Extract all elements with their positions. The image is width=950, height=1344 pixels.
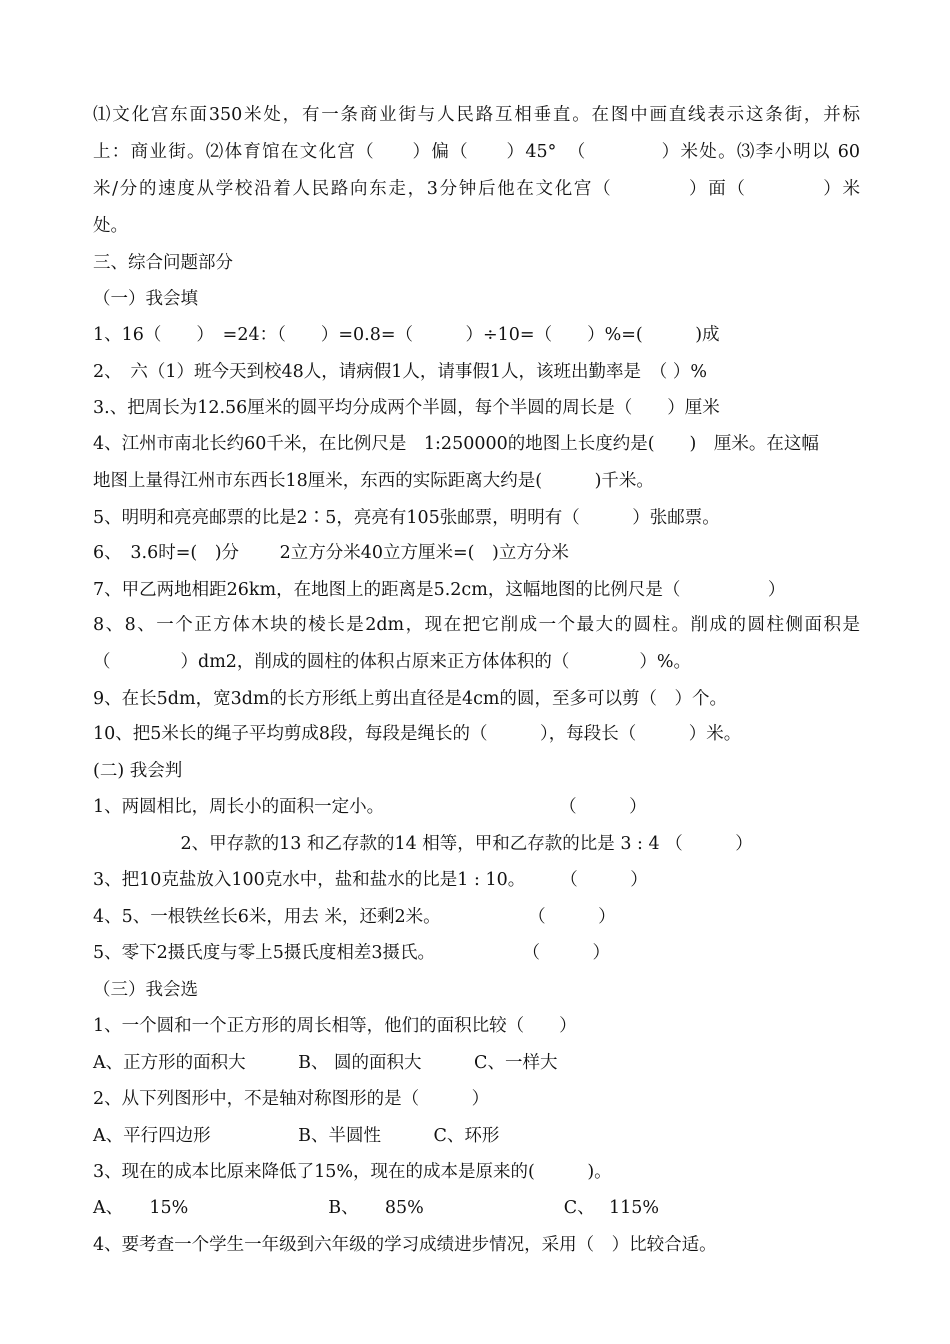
text-line-19: (二) 我会判 (93, 761, 183, 781)
text-line-16: （ ）dm2，削成的圆柱的体积占原来正方体体积的（ ）%。 (93, 652, 692, 672)
text-line-11: 地图上量得江州市东西长18厘米，东西的实际距离大约是( )千米。 (93, 471, 654, 491)
text-line-27: A、正方形的面积大 B、 圆的面积大 C、一样大 (93, 1053, 558, 1073)
text-line-21: 2、甲存款的13 和乙存款的14 相等，甲和乙存款的比是 3 : 4 （ ） (93, 834, 753, 854)
text-line-1: ⑴文化宫东面350米处，有一条商业街与人民路互相垂直。在图中画直线表示这条街，并标 (93, 105, 860, 125)
text-line-30: 3、现在的成本比原来降低了15%，现在的成本是原来的( )。 (93, 1162, 612, 1182)
text-line-20: 1、两圆相比，周长小的面积一定小。 （ ） (93, 797, 647, 817)
text-line-2: 上：商业街。⑵体育馆在文化宫（ ）偏（ ）45° （ ）米处。⑶李小明以 60 (93, 142, 860, 162)
text-line-9: 3.、把周长为12.56厘米的圆平均分成两个半圆，每个半圆的周长是（ ）厘米 (93, 398, 720, 418)
text-line-3: 米/分的速度从学校沿着人民路向东走，3分钟后他在文化宫（ ）面（ ）米 (93, 179, 860, 199)
text-line-4: 处。 (93, 216, 128, 236)
text-line-29: A、平行四边形 B、半圆性 C、环形 (93, 1126, 500, 1146)
text-line-12: 5、明明和亮亮邮票的比是2∶5，亮亮有105张邮票，明明有（ ）张邮票。 (93, 508, 720, 528)
text-line-28: 2、从下列图形中，不是轴对称图形的是（ ） (93, 1089, 490, 1109)
text-line-8: 2、 六（1）班今天到校48人，请病假1人，请事假1人，该班出勤率是 （ ）% (93, 362, 707, 382)
text-line-23: 4、5、一根铁丝长6米，用去 米，还剩2米。 （ ） (93, 907, 616, 927)
text-line-32: 4、要考查一个学生一年级到六年级的学习成绩进步情况，采用（ ）比较合适。 (93, 1235, 717, 1255)
text-line-18: 10、把5米长的绳子平均剪成8段，每段是绳长的（ ），每段长（ ）米。 (93, 724, 742, 744)
text-line-26: 1、一个圆和一个正方形的周长相等，他们的面积比较（ ） (93, 1016, 577, 1036)
text-line-15: 8、8、一个正方体木块的棱长是2dm，现在把它削成一个最大的圆柱。削成的圆柱侧面积是 (93, 615, 860, 635)
text-line-7: 1、16（ ） =24：（ ）=0.8=（ ）÷10=（ ）%=( )成 (93, 325, 720, 345)
text-line-22: 3、把10克盐放入100克水中，盐和盐水的比是1 : 10。 （ ） (93, 870, 648, 890)
text-line-6: （一）我会填 (93, 289, 198, 309)
text-line-31: A、 15% B、 85% C、 115% (93, 1198, 660, 1218)
text-line-13: 6、 3.6时=( )分 2立方分米40立方厘米=( )立方分米 (93, 543, 569, 563)
text-line-25: （三）我会选 (93, 980, 198, 1000)
text-line-24: 5、零下2摄氏度与零上5摄氏度相差3摄氏。 （ ） (93, 943, 611, 963)
text-line-5: 三、综合问题部分 (93, 253, 233, 273)
text-line-14: 7、甲乙两地相距26km，在地图上的距离是5.2cm，这幅地图的比例尺是（ ） (93, 580, 786, 600)
text-line-17: 9、在长5dm，宽3dm的长方形纸上剪出直径是4cm的圆，至多可以剪（ ）个。 (93, 689, 728, 709)
text-line-10: 4、江州市南北长约60千米，在比例尺是 1:250000的地图上长度约是( ) 厘米。在这幅 (93, 434, 819, 454)
